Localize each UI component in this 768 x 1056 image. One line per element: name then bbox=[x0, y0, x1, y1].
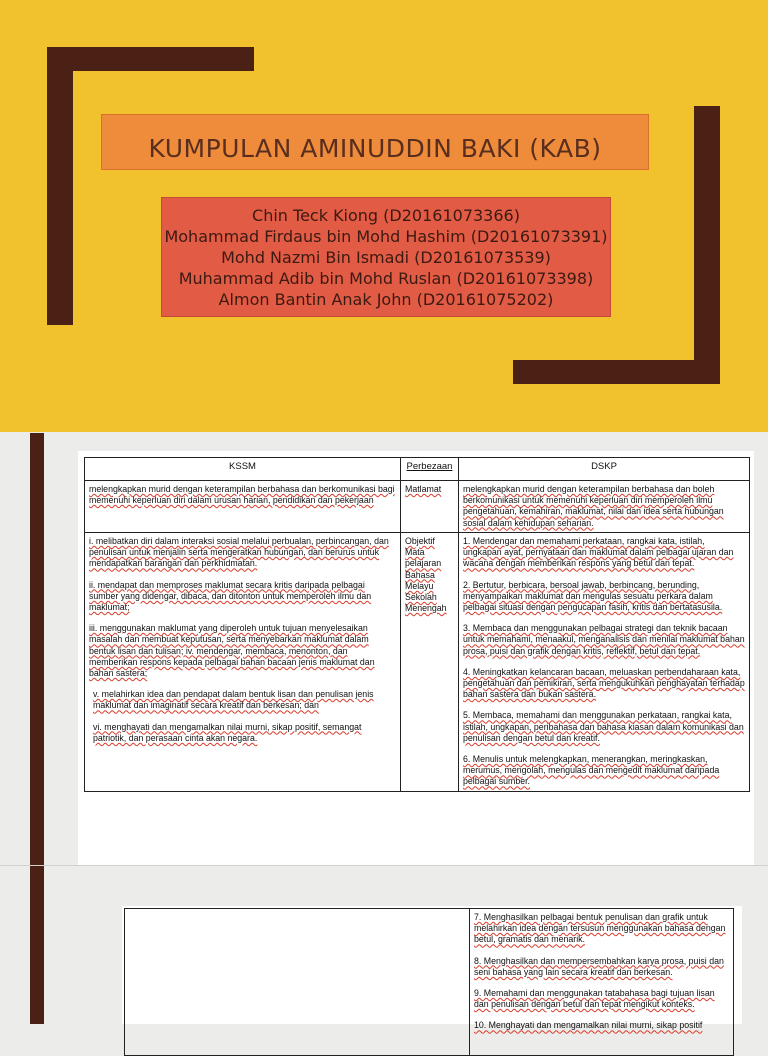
header-kssm: KSSM bbox=[85, 458, 401, 481]
header-perbezaan: Perbezaan bbox=[401, 458, 459, 481]
dskp-objective-item: 5. Membaca, memahami dan menggunakan perkataan, rangkai kata, istilah, ungkapan, peribahasa dan bahasa kiasan dalam komunikasi dan penulisan dengan betul dan kreatif. bbox=[463, 710, 744, 743]
members-box bbox=[161, 197, 611, 317]
member-name: Chin Teck Kiong (D20161073366) bbox=[252, 205, 520, 225]
bracket-bottom-right-vertical bbox=[694, 106, 720, 384]
dskp-continued-cell bbox=[470, 909, 734, 1056]
table-header-row bbox=[85, 458, 750, 481]
dskp-matlamat-text: melengkapkan murid dengan keterampilan berbahasa dan boleh berkomunikasi untuk memenuhi keperluan diri memperoleh ilmu pengetahuan, kemahiran, maklumat, nilai dan idea serta hubungan sosial dalam kehidupan seharian. bbox=[463, 484, 724, 528]
perbezaan-objektif-cell bbox=[401, 533, 459, 792]
member-name: Mohammad Firdaus bin Mohd Hashim (D20161073391) bbox=[164, 226, 608, 246]
dskp-objective-item: 3. Membaca dan menggunakan pelbagai strategi dan teknik bacaan untuk memahami, menaakul, menganalisis dan menilai maklumat bahan prosa, puisi dan grafik dengan kritis, reflektif, betul dan tepat. bbox=[463, 623, 745, 656]
continuation-slide bbox=[0, 866, 768, 1031]
bracket-bottom-right-horizontal bbox=[513, 360, 720, 384]
header-dskp: DSKP bbox=[459, 458, 750, 481]
dskp-objektif-cell bbox=[459, 533, 750, 792]
document-page bbox=[78, 451, 754, 865]
member-name: Almon Bantin Anak John (D20161075202) bbox=[218, 289, 554, 309]
kssm-objective-item: vi. menghayati dan mengamalkan nilai murni, sikap positif, semangat patriotik, dan perasaan cinta akan negara. bbox=[93, 721, 362, 743]
dskp-objective-item: 9. Memahami dan menggunakan tatabahasa bagi tujuan lisan dan penulisan dengan betul dan tepat mengikut konteks. bbox=[474, 988, 715, 1010]
kssm-matlamat-cell bbox=[85, 481, 401, 533]
kssm-objective-item: iii. menggunakan maklumat yang diperoleh untuk tujuan menyelesaikan masalah dan membuat keputusan, serta menyebarkan maklumat dalam bentuk lisan dan tulisan; iv. mendengar, membaca, menonton, dan memberikan respons kepada pelbagai bahan bacaan jenis maklumat dan bahan sastera; bbox=[89, 623, 375, 679]
member-name: Mohd Nazmi Bin Ismadi (D20161073539) bbox=[221, 247, 551, 267]
kssm-empty-cell bbox=[125, 909, 470, 1056]
perbezaan-matlamat-label: Matlamat bbox=[405, 484, 442, 494]
document-page bbox=[122, 906, 742, 1031]
left-accent-bar bbox=[30, 866, 44, 1024]
title-box bbox=[101, 114, 649, 170]
dskp-objective-item: 4. Meningkatkan kelancaran bacaan, meluaskan perbendaharaan kata, pengetahuan dan pemikiran, serta mengukuhkan penghayatan terhadap bahan sastera dan bukan sastera. bbox=[463, 666, 745, 700]
dskp-objective-item: 2. Bertutur, berbicara, bersoal jawab, berbincang, berunding, menyampaikan maklumat dan mengulas sesuatu perkara dalam pelbagai situasi dengan pengucapan fasih, kritis dan bertatasusila. bbox=[463, 579, 723, 613]
kssm-objective-item: i. melibatkan diri dalam interaksi sosial melalui perbualan, perbincangan, dan penulisan untuk menjalin serta mengeratkan hubungan, dan berurus untuk mendapatkan barangan dan perkhidmatan. bbox=[89, 536, 389, 569]
perbezaan-word: Menengah bbox=[405, 603, 447, 614]
kssm-objektif-cell bbox=[85, 533, 401, 792]
table-row-continued bbox=[125, 909, 734, 1056]
dskp-objective-item: 10. Menghayati dan mengamalkan nilai murni, sikap positif bbox=[474, 1020, 703, 1031]
kssm-objective-item: v. melahirkan idea dan pendapat dalam bentuk lisan dan penulisan jenis maklumat dan imaginatif secara kreatif dan berkesan; dan bbox=[93, 689, 374, 711]
kssm-objective-item: ii. mendapat dan memproses maklumat secara kritis daripada pelbagai sumber yang didengar, dibaca, dan ditonton untuk memperoleh ilmu dan maklumat; bbox=[89, 579, 372, 613]
perbezaan-matlamat-cell bbox=[401, 481, 459, 533]
bracket-top-left-vertical bbox=[47, 47, 73, 325]
comparison-table bbox=[84, 457, 750, 792]
dskp-objective-item: 8. Menghasilkan dan mempersembahkan karya prosa, puisi dan seni bahasa yang lain secara kreatif dan berkesan. bbox=[474, 955, 724, 977]
perbezaan-word: Objektif bbox=[405, 536, 435, 546]
perbezaan-word: Bahasa bbox=[405, 569, 435, 580]
title-slide bbox=[0, 0, 768, 432]
table-row-matlamat bbox=[85, 481, 750, 533]
dskp-objective-item: 7. Menghasilkan pelbagai bentuk penulisan dan grafik untuk melahirkan idea dengan tersusun menggunakan bahasa dengan betul, gramatis dan menarik. bbox=[474, 912, 726, 945]
kssm-matlamat-text: melengkapkan murid dengan keterampilan berbahasa dan berkomunikasi bagi memenuhi keperluan diri dalam urusan harian, pendidikan dan pekerjaan bbox=[89, 484, 395, 506]
perbezaan-word: Sekolah bbox=[405, 592, 437, 603]
bracket-top-left-horizontal bbox=[47, 47, 254, 71]
comparison-slide bbox=[0, 433, 768, 865]
perbezaan-word: Mata bbox=[405, 547, 425, 558]
slide-title: KUMPULAN AMINUDDIN BAKI (KAB) bbox=[148, 134, 602, 163]
perbezaan-word: Melayu bbox=[405, 580, 434, 591]
perbezaan-word: pelajaran bbox=[405, 558, 442, 569]
table-row-objektif bbox=[85, 533, 750, 792]
dskp-objective-item: 6. Menulis untuk melengkapkan, menerangkan, meringkaskan, merumus, mengolah, mengulas dan mengedit maklumat daripada pelbagai sumber. bbox=[463, 754, 720, 787]
continuation-table bbox=[124, 908, 734, 1056]
left-accent-bar bbox=[30, 433, 44, 865]
dskp-matlamat-cell bbox=[459, 481, 750, 533]
dskp-objective-item: 1. Mendengar dan memahami perkataan, rangkai kata, istilah, ungkapan ayat, pernyataan dan maklumat dalam pelbagai ujaran dan wacana dengan memberikan respons yang betul dan tepat. bbox=[463, 536, 734, 569]
member-name: Muhammad Adib bin Mohd Ruslan (D20161073398) bbox=[178, 268, 594, 288]
